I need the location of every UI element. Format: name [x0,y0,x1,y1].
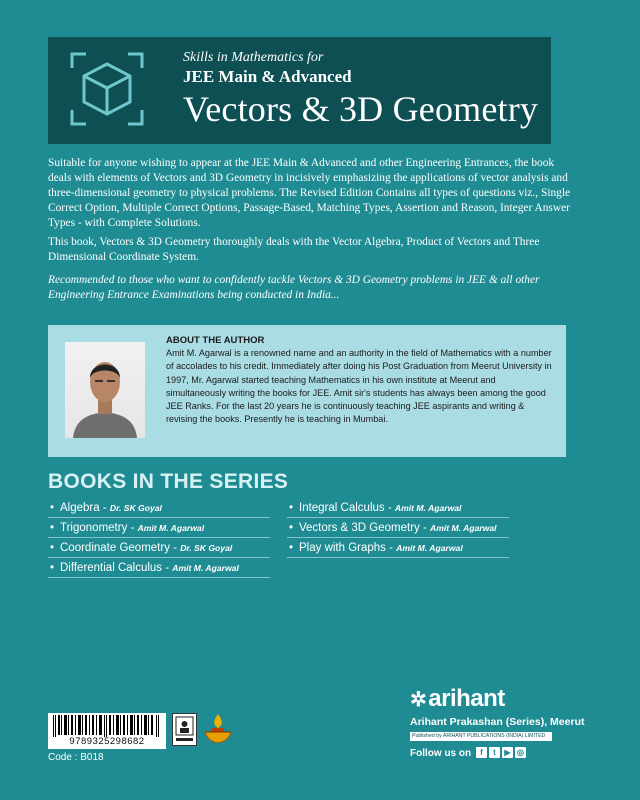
author-photo [65,342,145,438]
list-item: • Coordinate Geometry - Dr. SK Goyal [48,539,270,558]
book-author: Dr. SK Goyal [109,503,162,513]
book-author: Amit M. Agarwal [172,563,239,573]
bullet-icon: • [50,522,55,534]
bullet-icon: • [289,522,294,534]
bullet-icon: • [289,542,294,554]
list-item: • Algebra - Dr. SK Goyal [48,499,270,518]
books-heading: BOOKS IN THE SERIES [48,470,289,493]
book-author: Amit M. Agarwal [396,543,463,553]
bullet-icon: • [50,502,55,514]
book-title: Algebra [60,502,100,514]
list-item: • Integral Calculus - Amit M. Agarwal [287,499,509,518]
book-title: Trigonometry [60,522,128,534]
bullet-icon: • [50,542,55,554]
twitter-icon[interactable]: t [489,747,500,758]
book-author: Amit M. Agarwal [430,523,497,533]
publisher-logo-text: arihant [428,685,505,712]
series-title: JEE Main & Advanced [183,67,352,86]
book-title: Vectors & 3D Geometry [299,522,420,534]
facebook-icon[interactable]: f [476,747,487,758]
series-subtitle: Skills in Mathematics for [183,50,324,65]
about-text: Amit M. Agarwal is a renowned name and an authority in the field of Mathematics with a number of accolades to his credit. Immediately after doing his Post Graduation from Meerut University in 1997, Mr. Agarwal started teaching Mathematics in his own institute at Meerut and simultaneously writing the books for JEE. Amit sir's students has always been among the good JEE Ranks. For the last 20 years he is continuously teaching JEE aspirants and writing & revising the books. Presently he is teaching in Mumbai. [166,348,552,425]
youtube-icon[interactable]: ▶ [502,747,513,758]
book-title: Vectors & 3D Geometry [183,89,539,129]
book-author: Amit M. Agarwal [394,503,462,513]
description-paragraph-1: Suitable for anyone wishing to appear at the JEE Main & Advanced and other Engineering Entrances, the book deals with elements of Vectors and 3D Geometry in incisively emphasizing the applications of vector analysis and three-dimensional geometry to physical problems. The Revised Edition Contains all types of questions viz., Single Correct Option, Multiple Correct Options, Passage-Based, Matching Types, Assertion and Reason, Integer Answer Types - with Complete Solutions. [48,157,571,229]
isbn-number: 9789325298682 [69,736,145,747]
publisher-name: Arihant Prakashan (Series), Meerut [410,716,585,728]
recommendation: Recommended to those who want to confidently tackle Vectors & 3D Geometry problems in JEE & all other Engineering Entrance Examinations being conducted in India... [48,274,540,301]
book-description [48,156,578,307]
instagram-icon[interactable]: ◎ [515,747,526,758]
published-by: Published by ARIHANT PUBLICATIONS (INDIA) LIMITED [410,732,552,741]
book-code: Code : B018 [48,752,104,763]
publisher-logo [410,685,505,713]
bullet-icon: • [50,562,55,574]
list-item: • Trigonometry - Amit M. Agarwal [48,519,270,538]
lamp-logo-icon [202,712,234,750]
barcode-icon [52,715,162,737]
bullet-icon: • [289,502,294,514]
about-author-box [48,325,566,457]
description-paragraph-2: This book, Vectors & 3D Geometry thoroughly deals with the Vector Algebra, Product of Vectors and Three Dimensional Coordinate System. [48,236,540,263]
book-author: Dr. SK Goyal [180,543,233,553]
cube-icon [68,50,146,128]
arihant-star-icon: ✲ [410,689,427,711]
book-title: Differential Calculus [60,562,163,574]
book-title: Integral Calculus [299,502,385,514]
book-author: Amit M. Agarwal [137,523,205,533]
list-item: • Differential Calculus - Amit M. Agarwal [48,559,270,578]
about-heading: ABOUT THE AUTHOR [166,335,265,346]
book-title: Play with Graphs [299,542,386,554]
list-item: • Vectors & 3D Geometry - Amit M. Agarwal [287,519,509,538]
book-title: Coordinate Geometry [60,542,170,554]
follow-us-label: Follow us on [410,748,472,759]
list-item: • Play with Graphs - Amit M. Agarwal [287,539,509,558]
title-banner [48,37,551,144]
isbn-barcode [48,713,166,749]
certification-badge-icon [172,713,197,746]
